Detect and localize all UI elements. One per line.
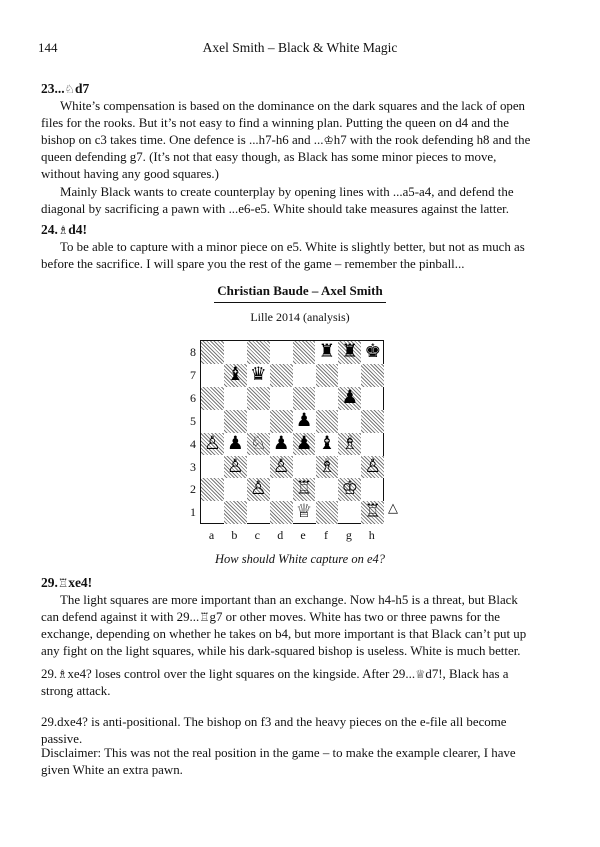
chess-board (200, 340, 384, 524)
square-g5 (338, 410, 361, 433)
page-number: 144 (38, 40, 58, 55)
piece-e2: ♖ (295, 478, 313, 500)
square-a2 (201, 478, 224, 501)
square-d1 (270, 501, 293, 524)
white-to-move-icon: △ (388, 501, 398, 516)
square-b6 (224, 387, 247, 410)
piece-f8: ♜ (318, 341, 336, 362)
piece-e1: ♕ (295, 501, 313, 523)
square-a6 (201, 387, 224, 410)
paragraph: White’s compensation is based on the dominance on the dark squares and the lack of open files for the rooks. But it’s not easy to find a winning plan. Putting the queen on d4 and the bishop on c3 takes time. One defence is ...h7-h6 and ...♔h7 with the rook defending h8 and the queen defending g7. (It’s not that easy though, as Black has some minor pieces to move, without having any good squares.) (41, 99, 531, 182)
rank-label: 2 (190, 482, 196, 497)
piece-d3: ♙ (272, 455, 290, 477)
square-e8 (293, 341, 316, 364)
king-icon: ♔ (323, 133, 334, 148)
section-move-29 (41, 574, 537, 660)
diagram-caption: How should White capture on e4? (214, 552, 385, 566)
rank-label: 4 (190, 436, 196, 451)
square-a1 (201, 501, 224, 524)
rank-label: 3 (190, 459, 196, 474)
running-title: Axel Smith – Black & White Magic (202, 40, 398, 55)
paragraph: To be able to capture with a minor piece on e5. White is slightly better, but not as much as before the sacrifice. I will spare you the rest of the game – remember the pinball... (41, 240, 525, 272)
square-b2 (224, 478, 247, 501)
paragraph: Mainly Black wants to create counterplay by opening lines with ...a5-a4, and defend the diagonal by sacrificing a pawn with ...e6-e5. White should take measures against the latter. (41, 184, 514, 216)
square-e6 (293, 387, 316, 410)
file-label: e (300, 528, 306, 542)
piece-h8: ♚ (364, 341, 382, 362)
bishop-icon: ♗ (57, 667, 68, 681)
square-h6 (361, 387, 384, 410)
section-move-23 (41, 80, 537, 218)
piece-g6: ♟ (341, 386, 359, 408)
square-g1 (338, 501, 361, 524)
square-g7 (338, 364, 361, 387)
square-d8 (270, 341, 293, 364)
piece-c7: ♛ (249, 363, 267, 385)
square-f1 (316, 501, 339, 524)
file-label: c (254, 528, 260, 542)
piece-g4: ♗ (341, 432, 359, 454)
piece-c4: ♘ (249, 432, 267, 454)
rank-label: 5 (190, 413, 196, 428)
piece-g2: ♔ (341, 478, 359, 500)
piece-b7: ♝ (227, 363, 244, 385)
diagram-subtitle: Lille 2014 (analysis) (250, 310, 350, 324)
paragraph-dxe4: 29.dxe4? is anti-positional. The bishop on f3 and the heavy pieces on the e-file all become passive. (41, 715, 507, 747)
square-h5 (361, 410, 384, 433)
piece-h3: ♙ (364, 455, 382, 477)
square-b5 (224, 410, 247, 433)
rank-label: 6 (190, 390, 196, 405)
piece-c2: ♙ (249, 478, 267, 500)
file-label: b (231, 528, 238, 542)
piece-g8: ♜ (341, 341, 359, 362)
paragraph-bxe4: 29.♗xe4? loses control over the light squares on the kingside. After 29...♕d7!, Black has a strong attack. (41, 667, 509, 699)
square-e7 (293, 364, 316, 387)
square-c3 (247, 456, 270, 479)
piece-a4: ♙ (204, 432, 221, 454)
square-h2 (361, 478, 384, 501)
square-f6 (316, 387, 339, 410)
square-h4 (361, 433, 384, 456)
square-a8 (201, 341, 224, 364)
file-label: d (277, 528, 284, 542)
knight-icon: ♘ (64, 82, 75, 96)
piece-b3: ♙ (227, 455, 244, 477)
square-c1 (247, 501, 270, 524)
paragraph: The light squares are more important than an exchange. Now h4-h5 is a threat, but Black can defend against it with 29...♖g7 or other moves. White has two or three pawns for the exchange, depending on whether he takes on b4, but more important is that Black can’t put up any fight on the light squares, while his dark-squared bishop is useless. White is much better. (41, 593, 527, 659)
paragraph-disclaimer: Disclaimer: This was not the real position in the game – to make the example clearer, I have given White an extra pawn. (41, 746, 516, 778)
queen-icon: ♕ (415, 667, 426, 681)
square-a3 (201, 456, 224, 479)
square-h7 (361, 364, 384, 387)
square-f2 (316, 478, 339, 501)
diagram-title: Christian Baude – Axel Smith (217, 283, 383, 298)
rank-label: 8 (190, 345, 196, 359)
move-heading-29: 29.♖xe4! (41, 575, 93, 590)
file-label: a (208, 528, 215, 542)
rook-icon: ♖ (199, 610, 210, 625)
square-e3 (293, 456, 316, 479)
square-d6 (270, 387, 293, 410)
piece-h1: ♖ (364, 501, 382, 523)
rook-icon: ♖ (57, 576, 69, 590)
piece-e4: ♟ (295, 432, 313, 454)
move-heading-24: 24.♗d4! (41, 222, 87, 237)
square-b8 (224, 341, 247, 364)
square-f5 (316, 410, 339, 433)
square-c5 (247, 410, 270, 433)
square-g3 (338, 456, 361, 479)
square-a7 (201, 364, 224, 387)
square-f7 (316, 364, 339, 387)
square-c8 (247, 341, 270, 364)
piece-f4: ♝ (318, 432, 336, 454)
piece-d4: ♟ (272, 432, 290, 454)
diagram-title-rule (214, 302, 386, 303)
section-move-24 (41, 221, 537, 273)
piece-e5: ♟ (295, 409, 313, 431)
square-a5 (201, 410, 224, 433)
piece-b4: ♟ (227, 432, 244, 454)
rank-label: 1 (190, 505, 196, 520)
square-d2 (270, 478, 293, 501)
file-label: h (368, 528, 375, 542)
file-label: g (345, 528, 352, 542)
move-heading-23: 23...♘d7 (41, 81, 90, 96)
square-d7 (270, 364, 293, 387)
square-d5 (270, 410, 293, 433)
square-b1 (224, 501, 247, 524)
file-label: f (324, 528, 328, 542)
rank-label: 7 (190, 367, 196, 382)
bishop-icon: ♗ (57, 223, 69, 237)
piece-f3: ♗ (318, 455, 336, 477)
square-c6 (247, 387, 270, 410)
